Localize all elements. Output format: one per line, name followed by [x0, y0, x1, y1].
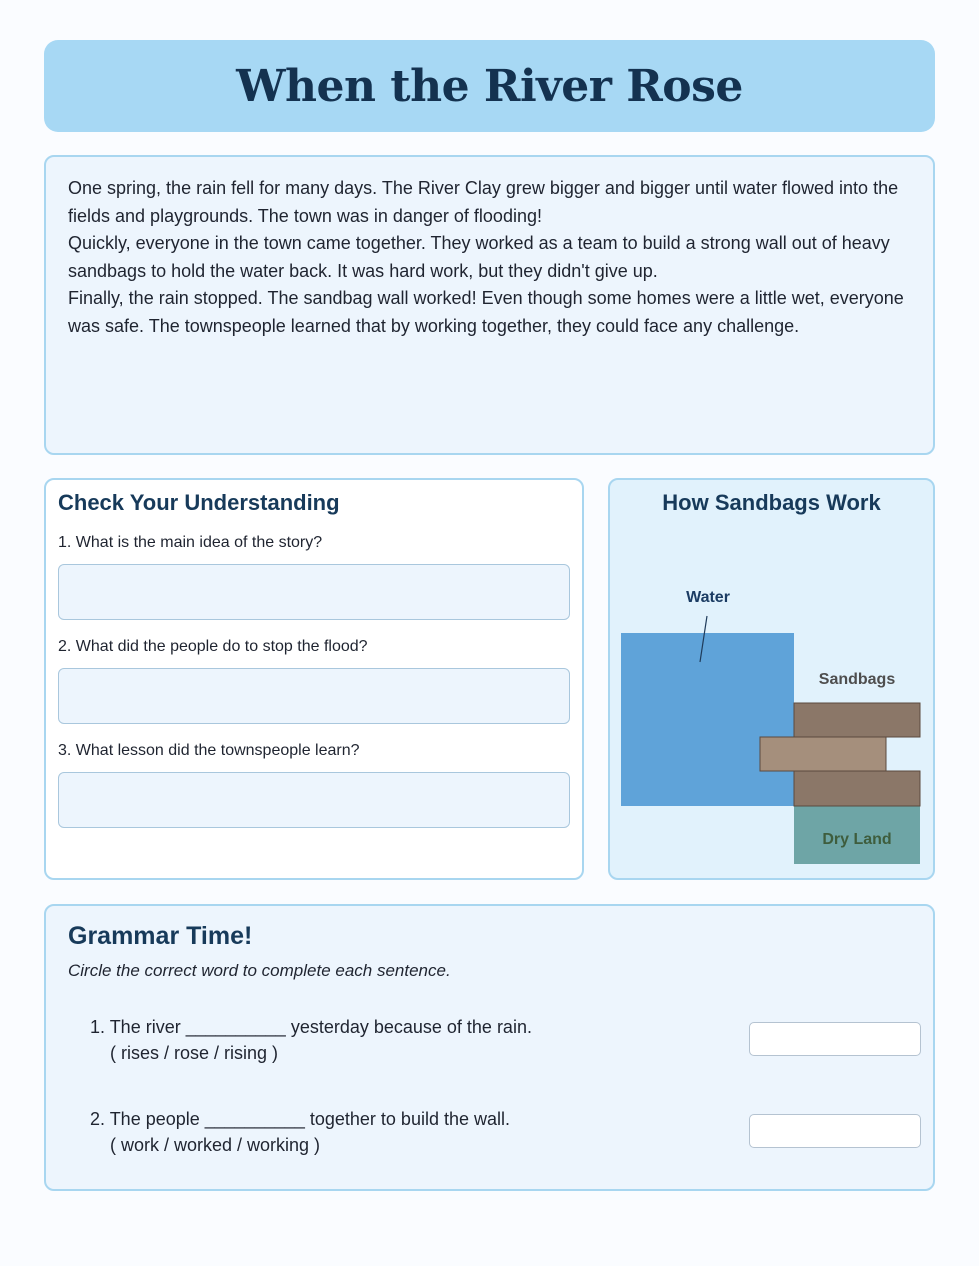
grammar-answer-box-2[interactable] — [749, 1114, 921, 1148]
story-paragraph: Finally, the rain stopped. The sandbag wall worked! Even though some homes were a little wet, everyone was safe. The townspeople learned that by working together, they could face any challenge. — [68, 288, 904, 336]
check-understanding-panel — [44, 478, 584, 880]
title-banner — [44, 40, 935, 132]
story-paragraph: One spring, the rain fell for many days. The River Clay grew bigger and bigger until water flowed into the fields and playgrounds. The town was in danger of flooding! — [68, 178, 899, 226]
sandbag-middle — [760, 737, 886, 771]
grammar-item — [90, 1014, 532, 1066]
check-understanding-title: Check Your Understanding — [58, 490, 340, 515]
sandbag-diagram — [610, 480, 933, 878]
answer-field-2[interactable] — [58, 668, 570, 724]
grammar-options: ( work / worked / working ) — [110, 1135, 321, 1155]
question-label: 3. What lesson did the townspeople learn? — [58, 742, 360, 759]
grammar-title: Grammar Time! — [68, 922, 253, 950]
grammar-item — [90, 1106, 510, 1158]
grammar-sentence: 2. The people __________ together to build the wall. — [90, 1109, 510, 1129]
answer-field-1[interactable] — [58, 564, 570, 620]
question-label: 1. What is the main idea of the story? — [58, 534, 323, 551]
story-box — [44, 155, 935, 455]
answer-field-3[interactable] — [58, 772, 570, 828]
water-block — [621, 633, 794, 806]
grammar-panel — [44, 904, 935, 1191]
sandbag-bottom — [794, 771, 920, 806]
diagram-title: How Sandbags Work — [662, 490, 881, 515]
grammar-options: ( rises / rose / rising ) — [110, 1043, 279, 1063]
page-title: When the River Rose — [236, 60, 743, 112]
grammar-instructions: Circle the correct word to complete each sentence. — [68, 961, 451, 980]
water-label: Water — [686, 589, 730, 606]
sandbags-label: Sandbags — [818, 671, 896, 688]
dry-land-label: Dry Land — [822, 831, 892, 848]
sandbag-diagram-panel — [608, 478, 935, 880]
grammar-answer-box-1[interactable] — [749, 1022, 921, 1056]
story-paragraph: Quickly, everyone in the town came together. They worked as a team to build a strong wall out of heavy sandbags to hold the water back. It was hard work, but they didn't give up. — [68, 233, 890, 281]
sandbag-top — [794, 703, 920, 737]
question-label: 2. What did the people do to stop the flood? — [58, 638, 368, 655]
grammar-sentence: 1. The river __________ yesterday because of the rain. — [90, 1017, 532, 1037]
